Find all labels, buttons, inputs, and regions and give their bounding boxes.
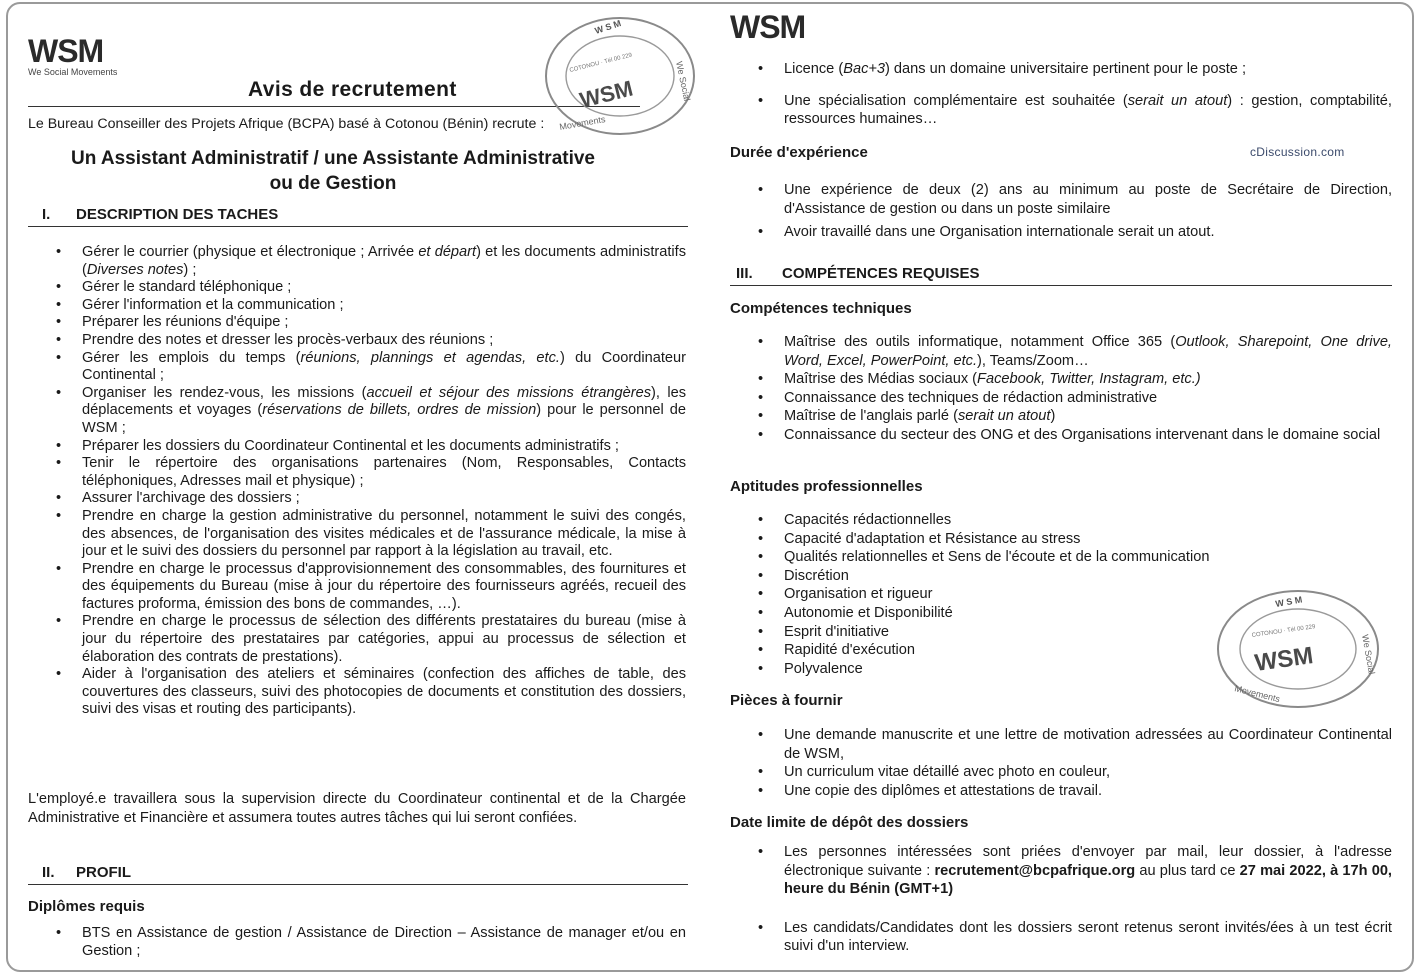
section-title: COMPÉTENCES REQUISES xyxy=(782,265,980,282)
svg-text:W S M: W S M xyxy=(1274,594,1303,609)
diplomas-heading: Diplômes requis xyxy=(28,898,145,915)
list-item: • Capacité d'adaptation et Résistance au stress xyxy=(730,530,1392,549)
documents-heading: Pièces à fournir xyxy=(730,692,843,709)
job-title-line2: ou de Gestion xyxy=(269,173,397,194)
wsm-logo-mark xyxy=(28,36,140,66)
intro-line: Le Bureau Conseiller des Projets Afrique (BCPA) basé à Cotonou (Bénin) recrute : xyxy=(28,116,545,132)
list-item: • Maîtrise de l'anglais parlé (serait un atout) xyxy=(730,407,1392,426)
experience-list xyxy=(730,181,1392,242)
list-item: • Polyvalence xyxy=(730,660,1392,679)
list-item: • Prendre en charge la gestion administrative du personnel, notamment le suivi des congés, des absences, de l'organisation des visites médicales et de l'assurance médicale, la mise à jour et le suivi des dossiers du personnel par rapport à la législation au travail, etc. xyxy=(28,508,686,561)
deadline-list xyxy=(730,843,1392,956)
official-stamp-bottom xyxy=(1212,585,1384,713)
list-item: • Assurer l'archivage des dossiers ; xyxy=(28,490,686,508)
aptitudes-heading: Aptitudes professionnelles xyxy=(730,478,923,495)
list-item: • Prendre des notes et dresser les procès-verbaux des réunions ; xyxy=(28,332,686,350)
svg-text:W S M: W S M xyxy=(593,18,623,36)
list-item: • Connaissance du secteur des ONG et des Organisations intervenant dans le domaine social xyxy=(730,426,1392,445)
wsm-logo xyxy=(28,36,140,77)
list-item: • Tenir le répertoire des organisations partenaires (Nom, Responsables, Contacts téléphoniques, Adresses mail et physique) ; xyxy=(28,455,686,490)
list-item: • Gérer l'information et la communication ; xyxy=(28,297,686,315)
list-item: • Prendre en charge le processus de sélection des différents prestataires du bureau (mise à jour du répertoire des prestataires par catégories, appui au processus de sélection et élaboration des contrats de prestations). xyxy=(28,613,686,666)
deadline-text-a: Les personnes intéressées sont priées d'envoyer par mail, leur dossier, à l'adresse électronique suivante : xyxy=(784,844,1392,879)
page-title: Avis de recrutement xyxy=(248,78,457,101)
section-number: II. xyxy=(42,864,55,881)
list-item: • Discrétion xyxy=(730,567,1392,586)
list-item: • Une spécialisation complémentaire est souhaitée (serait un atout) : gestion, comptabilité, ressources humaines… xyxy=(730,92,1392,129)
technical-skills-list xyxy=(730,333,1392,445)
section-number: III. xyxy=(736,265,753,282)
list-item: • Maîtrise des outils informatique, notamment Office 365 (Outlook, Sharepoint, One drive, Word, Excel, PowerPoint, etc.), Teams/Zoom… xyxy=(730,333,1392,370)
site-watermark: cDiscussion.com xyxy=(1250,145,1345,159)
technical-skills-heading: Compétences techniques xyxy=(730,300,912,317)
list-item: • Organisation et rigueur xyxy=(730,585,1392,604)
list-item: • Une expérience de deux (2) ans au minimum au poste de Secrétaire de Direction, d'Assistance de gestion ou dans un poste similaire xyxy=(730,181,1392,218)
wsm-logo-right xyxy=(730,12,848,42)
supervision-paragraph: L'employé.e travaillera sous la supervision directe du Coordinateur continental et de la Chargée Administrative et Financière et assumera toutes autres tâches qui lui seront confiées. xyxy=(28,791,686,826)
svg-text:Movements: Movements xyxy=(558,114,607,132)
section-heading-profil xyxy=(28,864,688,885)
svg-text:WSM: WSM xyxy=(577,75,636,113)
list-item: • Avoir travaillé dans une Organisation internationale serait un atout. xyxy=(730,223,1392,242)
list-item: • Licence (Bac+3) dans un domaine universitaire pertinent pour le poste ; xyxy=(730,60,1392,79)
list-item: • Les candidats/Candidates dont les dossiers seront retenus seront invités/ées à un test écrit suivi d'un interview. xyxy=(730,919,1392,956)
svg-text:WSM: WSM xyxy=(28,36,104,66)
section-title: DESCRIPTION DES TACHES xyxy=(76,206,279,223)
job-title xyxy=(28,146,638,196)
list-item xyxy=(730,843,1392,899)
list-item: • Qualités relationnelles et Sens de l'écoute et de la communication xyxy=(730,548,1392,567)
deadline-date: 27 mai 2022, à 17h 00, heure du Bénin (GMT+1) xyxy=(784,862,1392,898)
list-item: • Esprit d'initiative xyxy=(730,623,1392,642)
svg-text:COTONOU · Tél 00 229: COTONOU · Tél 00 229 xyxy=(569,52,633,74)
section-number: I. xyxy=(42,206,51,223)
section-title: PROFIL xyxy=(76,864,131,881)
list-item: • Une copie des diplômes et attestations de travail. xyxy=(730,782,1392,801)
svg-text:We Social: We Social xyxy=(674,60,693,102)
list-item: • Capacités rédactionnelles xyxy=(730,511,1392,530)
list-item: • Préparer les réunions d'équipe ; xyxy=(28,314,686,332)
job-title-line1: Un Assistant Administratif / une Assistante Administrative xyxy=(70,148,595,169)
wsm-logo-mark xyxy=(730,12,848,42)
diploma-list-left xyxy=(28,925,686,960)
section-heading-competences xyxy=(730,265,1392,286)
deadline-text-b: au plus tard ce xyxy=(1135,862,1240,879)
list-item: • Gérer les emplois du temps (réunions, plannings et agendas, etc.) du Coordinateur Continental ; xyxy=(28,350,686,385)
application-email: recrutement@bcpafrique.org xyxy=(934,862,1136,879)
list-item: • Prendre en charge le processus d'approvisionnement des consommables, des fournitures et des équipements du Bureau (mise à jour du répertoire des fournisseurs agréés, recueil des factures proforma, émission des bons de commandes, …). xyxy=(28,561,686,614)
list-item: • Rapidité d'exécution xyxy=(730,641,1392,660)
list-item: • Maîtrise des Médias sociaux (Facebook, Twitter, Instagram, etc.) xyxy=(730,370,1392,389)
svg-text:WSM: WSM xyxy=(730,12,806,42)
list-item: • Connaissance des techniques de rédaction administrative xyxy=(730,389,1392,408)
svg-text:Movements: Movements xyxy=(1233,683,1282,705)
list-item: • BTS en Assistance de gestion / Assistance de Direction – Assistance de manager et/ou en Gestion ; xyxy=(28,925,686,960)
task-list xyxy=(28,244,686,719)
official-stamp-top xyxy=(540,12,700,140)
deadline-heading: Date limite de dépôt des dossiers xyxy=(730,814,969,831)
list-item: • Un curriculum vitae détaillé avec photo en couleur, xyxy=(730,763,1392,782)
list-item: • Préparer les dossiers du Coordinateur Continental et les documents administratifs ; xyxy=(28,438,686,456)
svg-text:We Social: We Social xyxy=(1360,633,1377,676)
svg-text:COTONOU · Tél 00 229: COTONOU · Tél 00 229 xyxy=(1251,624,1316,639)
list-item: • Une demande manuscrite et une lettre de motivation adressées au Coordinateur Continental de WSM, xyxy=(730,726,1392,763)
section-heading-description xyxy=(28,206,688,227)
svg-text:WSM: WSM xyxy=(1253,642,1315,677)
list-item: • Organiser les rendez-vous, les missions (accueil et séjour des missions étrangères), les déplacements et voyages (réservations de billets, ordres de mission) pour le personnel de WSM ; xyxy=(28,385,686,438)
documents-list xyxy=(730,726,1392,800)
experience-heading: Durée d'expérience xyxy=(730,144,868,161)
list-item: • Autonomie et Disponibilité xyxy=(730,604,1392,623)
list-item: • Gérer le courrier (physique et électronique ; Arrivée et départ) et les documents administratifs (Diverses notes) ; xyxy=(28,244,686,279)
list-item: • Gérer le standard téléphonique ; xyxy=(28,279,686,297)
diploma-list-right xyxy=(730,60,1392,129)
list-item: • Aider à l'organisation des ateliers et séminaires (confection des affiches de table, des couvertures des classeurs, suivi des photocopies de documents et constitution des dossiers, suivi des visas et routing des participants). xyxy=(28,666,686,719)
logo-tagline: We Social Movements xyxy=(28,67,118,77)
